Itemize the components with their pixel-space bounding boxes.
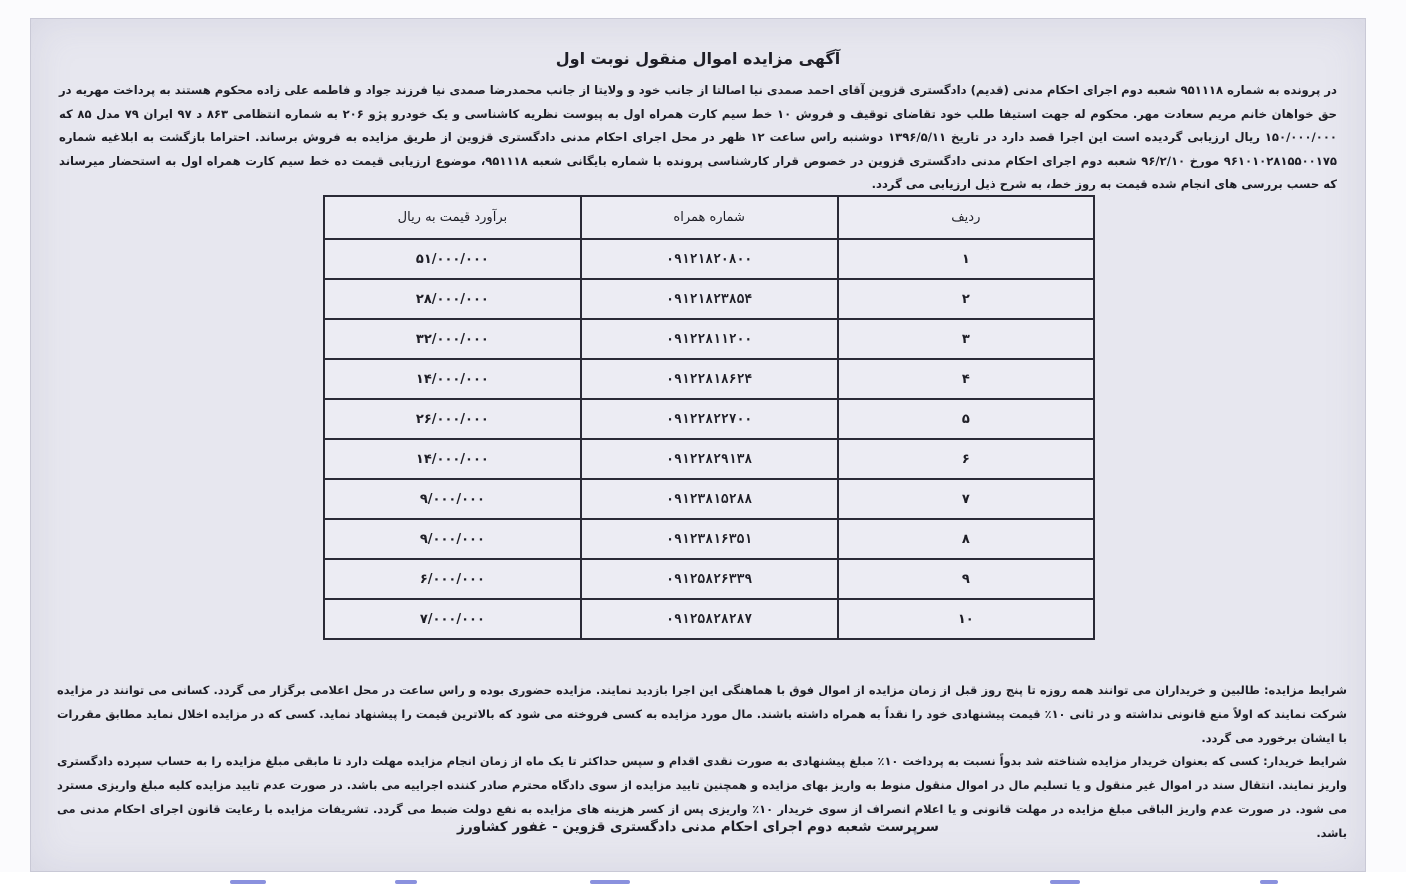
price-cell: ۲۸/۰۰۰/۰۰۰ bbox=[324, 279, 581, 319]
table-row bbox=[324, 559, 1094, 599]
phone-number-cell: ۰۹۱۲۳۸۱۶۳۵۱ bbox=[581, 519, 838, 559]
header-price-estimate: برآورد قیمت به ریال bbox=[324, 196, 581, 239]
signature-line: سرپرست شعبه دوم اجرای احکام مدنی دادگستری قزوین - غفور کشاورز bbox=[457, 819, 939, 835]
row-number-cell: ۵ bbox=[838, 399, 1094, 439]
sim-card-table bbox=[323, 195, 1095, 640]
auction-terms-paragraph: شرایط مزایده: طالبین و خریداران می توانند همه روزه تا پنج روز قبل از زمان مزایده از اموال فوق با هماهنگی این اجرا بازدید نمایند. مزایده حضوری بوده و راس ساعت در محل اعلامی برگزار می گردد. کسانی می توانند در مزایده شرکت نمایند که اولاً منع قانونی نداشته و در ثانی ۱۰٪ قیمت پیشنهادی خود را نقداً به همراه داشته باشند. مال مورد مزایده به کسی فروخته می شود که بالاترین قیمت را پیشنهاد نماید. کسی که در مزایده اخلال نماید مطابق مقررات با ایشان برخورد می گردد. bbox=[57, 683, 1347, 745]
row-number-cell: ۲ bbox=[838, 279, 1094, 319]
phone-number-cell: ۰۹۱۲۲۸۱۸۶۲۴ bbox=[581, 359, 838, 399]
price-cell: ۹/۰۰۰/۰۰۰ bbox=[324, 479, 581, 519]
row-number-cell: ۷ bbox=[838, 479, 1094, 519]
table-row bbox=[324, 519, 1094, 559]
phone-number-cell: ۰۹۱۲۵۸۲۸۲۸۷ bbox=[581, 599, 838, 639]
phone-number-cell: ۰۹۱۲۲۸۲۹۱۳۸ bbox=[581, 439, 838, 479]
bleed-through-mark bbox=[230, 880, 266, 884]
bleed-through-mark bbox=[395, 880, 417, 884]
phone-number-cell: ۰۹۱۲۵۸۲۶۳۳۹ bbox=[581, 559, 838, 599]
bleed-through-mark bbox=[1260, 880, 1278, 884]
row-number-cell: ۱۰ bbox=[838, 599, 1094, 639]
row-number-cell: ۴ bbox=[838, 359, 1094, 399]
price-cell: ۳۲/۰۰۰/۰۰۰ bbox=[324, 319, 581, 359]
row-number-cell: ۳ bbox=[838, 319, 1094, 359]
price-cell: ۵۱/۰۰۰/۰۰۰ bbox=[324, 239, 581, 279]
price-cell: ۹/۰۰۰/۰۰۰ bbox=[324, 519, 581, 559]
table-row bbox=[324, 279, 1094, 319]
price-cell: ۱۴/۰۰۰/۰۰۰ bbox=[324, 439, 581, 479]
notice-title: آگهی مزایده اموال منقول نوبت اول bbox=[555, 49, 841, 68]
table-row bbox=[324, 479, 1094, 519]
price-cell: ۲۶/۰۰۰/۰۰۰ bbox=[324, 399, 581, 439]
header-phone-number: شماره همراه bbox=[581, 196, 838, 239]
bottom-margin-strip bbox=[0, 872, 1406, 893]
row-number-cell: ۱ bbox=[838, 239, 1094, 279]
row-number-cell: ۸ bbox=[838, 519, 1094, 559]
phone-number-cell: ۰۹۱۲۲۸۱۱۲۰۰ bbox=[581, 319, 838, 359]
table-header-row bbox=[324, 196, 1094, 239]
bleed-through-mark bbox=[590, 880, 630, 884]
table-row bbox=[324, 439, 1094, 479]
notice-paper bbox=[30, 18, 1366, 872]
notice-intro-paragraph: در پرونده به شماره ۹۵۱۱۱۸ شعبه دوم اجرای احکام مدنی (قدیم) دادگستری قزوین آقای احمد صمدی نیا اصالتا از جانب خود و ولایتا از جانب محمدرضا صمدی نیا فرزند جواد و فاطمه علی زاده محکوم هستند به پرداخت مهریه در حق خواهان خانم مریم سعادت مهر. محکوم له جهت استیفا طلب خود تقاضای توقیف و فروش ۱۰ خط سیم کارت همراه اول به پیوست نظریه کاشناسی و یک خودرو پژو ۲۰۶ به شماره انتظامی ۸۶۳ د ۹۷ ایران ۷۹ مدل ۸۵ که ۱۵۰/۰۰۰/۰۰۰ ریال ارزیابی گردیده است این اجرا قصد دارد در تاریخ ۱۳۹۶/۵/۱۱ دوشنبه راس ساعت ۱۲ ظهر در محل اجرای احکام مدنی دادگستری قزوین از طریق مزایده به فروش برساند. احتراما بازگشت به ابلاغیه شماره ۹۶۱۰۱۰۲۸۱۵۵۰۰۱۷۵ مورخ ۹۶/۲/۱۰ شعبه دوم اجرای احکام مدنی دادگستری قزوین در خصوص قرار کارشناسی پرونده با شماره بایگانی شعبه ۹۵۱۱۱۸، موضوع ارزیابی قیمت ده خط سیم کارت همراه اول به استحضار میرساند که حسب بررسی های انجام شده قیمت به روز خط، به شرح ذیل ارزیابی می گردد. bbox=[59, 83, 1337, 191]
buyer-terms-paragraph: شرایط خریدار: کسی که بعنوان خریدار مزایده شناخته شد بدواً نسبت به پرداخت ۱۰٪ مبلغ پیشنهادی به صورت نقدی اقدام و سپس حداکثر تا یک ماه از زمان انجام مزایده مهلت دارد تا مابقی مبلغ مزایده را به حساب سپرده دادگستری واریز نمایند. انتقال سند در اموال غیر منقول و یا تسلیم مال در اموال منقول منوط به واریز بهای مزایده و همچنین تایید مزایده از سوی دادگاه محترم صادر کننده اجراییه می باشد. در صورت عدم تایید مزایده کلیه مبلغ واریزی مسترد می شود. در صورت عدم واریز الباقی مبلغ مزایده در مهلت قانونی و یا اعلام انصراف از سوی خریدار ۱۰٪ واریزی پس از کسر هزینه های مزایده به نفع دولت ضبط می گردد. تشریفات مزایده با رعایت قانون اجرای احکام مدنی می باشد. bbox=[57, 754, 1347, 840]
table-row bbox=[324, 239, 1094, 279]
bleed-through-mark bbox=[1050, 880, 1080, 884]
price-cell: ۷/۰۰۰/۰۰۰ bbox=[324, 599, 581, 639]
price-cell: ۱۴/۰۰۰/۰۰۰ bbox=[324, 359, 581, 399]
table-row bbox=[324, 399, 1094, 439]
table-row bbox=[324, 319, 1094, 359]
table-row bbox=[324, 599, 1094, 639]
phone-number-cell: ۰۹۱۲۱۸۲۰۸۰۰ bbox=[581, 239, 838, 279]
phone-number-cell: ۰۹۱۲۲۸۲۲۷۰۰ bbox=[581, 399, 838, 439]
row-number-cell: ۶ bbox=[838, 439, 1094, 479]
header-row-number: ردیف bbox=[838, 196, 1094, 239]
price-cell: ۶/۰۰۰/۰۰۰ bbox=[324, 559, 581, 599]
table-row bbox=[324, 359, 1094, 399]
row-number-cell: ۹ bbox=[838, 559, 1094, 599]
phone-number-cell: ۰۹۱۲۱۸۲۳۸۵۴ bbox=[581, 279, 838, 319]
phone-number-cell: ۰۹۱۲۳۸۱۵۲۸۸ bbox=[581, 479, 838, 519]
